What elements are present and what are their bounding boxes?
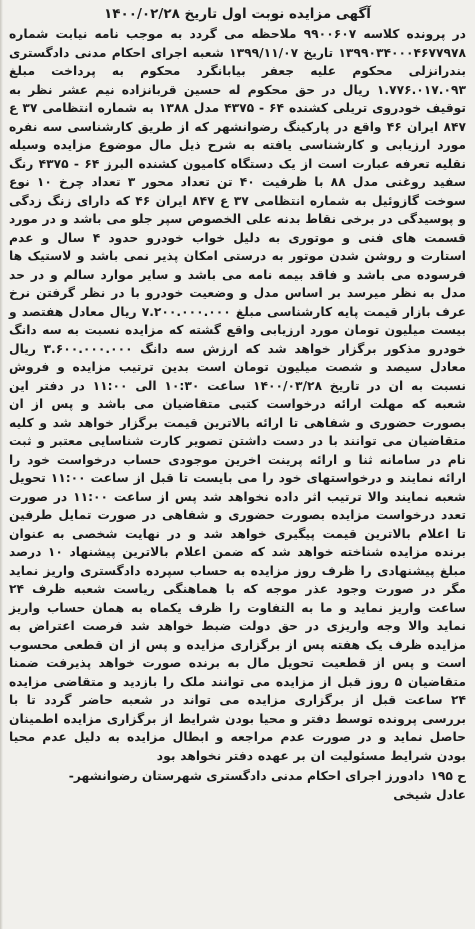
footer-issuer: دادورز اجرای احکام مدنی دادگستری شهرستان رضوانشهر-	[68, 769, 425, 783]
signer-name: عادل شیخی	[393, 787, 466, 802]
notice-body: در پرونده کلاسه ۹۹۰۰۶۰۷ ملاحظه می گردد به موجب نامه نیابت شماره ۱۳۹۹۰۳۴۰۰۰۴۶۷۷۹۷۸ تاریخ ۱۳۹۹/۱۱/۰۷ شعبه اجرای احکام مدنی دادگستری بندرانزلی محکوم علیه جعفر بیابانگرد محکوم به پرداخت مبلغ ۱.۷۷۶.۰۱۷.۰۹۳ ریال در حق محکوم له حسین قربانزاده نیم عشر نظر به توقیف خودروی تریلی کشنده ۶۴ - ۴۳۷۵ مدل ۱۳۸۸ به شماره انتظامی ۳۷ ع ۸۴۷ ایران ۴۶ واقع در پارکینگ رضوانشهر که از طریق کارشناسی سه نفره مورد ارزیابی و کارشناسی یافته به شرح ذیل مال موضوع مزایده وسیله نقلیه تعرفه عبارت است از یک دستگاه کامیون کشنده البرز ۶۴ - ۴۳۷۵ رنگ سفید روغنی مدل ۸۸ با ظرفیت ۴۰ تن تعداد محور ۳ تعداد چرخ ۱۰ نوع سوخت گازوئیل به شماره انتظامی ۳۷ ع ۸۴۷ ایران ۴۶ که دارای زنگ زدگی و پوسیدگی در برخی نقاط بدنه علی الخصوص سپر جلو می باشد و در مورد قسمت های فنی و موتوری به دلیل خواب خودرو حدود ۴ سال و عدم استارت و روشن شدن موتور به درستی امکان پذیر نمی باشد و لاستیک ها فرسوده می باشد و فاقد بیمه نامه می باشد و سایر موارد سالم و در حد مدل به نظر میرسد بر اساس مدل و وضعیت خودرو با در نظر گرفتن نرخ عرف بازار قیمت پایه کارشناسی مبلغ ۷.۲۰۰.۰۰۰.۰۰۰ ریال معادل هفتصد و بیست میلیون تومان مورد ارزیابی واقع گشته که مزایده نسبت به سه دانگ خودرو مذکور برگزار خواهد شد که ارزش سه دانگ ۳.۶۰۰.۰۰۰.۰۰۰ ریال معادل سیصد و شصت میلیون تومان است بدین ترتیب مزایده و فروش نسبت به ان در تاریخ ۱۴۰۰/۰۳/۲۸ ساعت ۱۰:۳۰ الی ۱۱:۰۰ در دفتر این شعبه که مهلت ارائه درخواست کتبی متقاضیان می باشد و پس از ان بصورت حضوری و شفاهی تا ارائه بالاترین قیمت برگزار خواهد شد و کلیه متقاضیان می توانند با در دست داشتن تصویر کارت شناسایی معتبر و ثبت نام در سامانه ثنا و ارائه پرینت اخرین موجودی حساب درخواست خود را ارائه نمایند و درخواستهای خود را می بایست تا قبل از ساعت ۱۱:۰۰ تحویل شعبه نمایند والا ترتیب اثر داده نخواهد شد پس از ساعت ۱۱:۰۰ در صورت تعدد درخواست مزایده بصورت حضوری و شفاهی در صورت تمایل طرفین تا اعلام بالاترین قیمت پیگیری خواهد شد و در نهایت شخصی به عنوان برنده مزایده شناخته خواهد شد که ضمن اعلام بالاترین پیشنهاد ۱۰ درصد مبلغ پیشنهادی را ظرف روز مزایده به حساب سپرده دادگستری واریز نماید مگر در صورت وجود عذر موجه که با هماهنگی ریاست شعبه ظرف ۲۴ ساعت واریز نماید و ما به التفاوت را ظرف یکماه به همان حساب واریز نماید والا وجه واریزی در حق دولت ضبط خواهد شد فرصت اعتراض به مزایده ظرف یک هفته پس از برگزاری مزایده و پس از ان قطعی محسوب است و پس از قطعیت تحویل مال به برنده صورت خواهد پذیرفت ضمنا متقاضیان ۵ روز قبل از مزایده می توانند ملک را بازدید و متقاضی مزایده ۲۴ ساعت قبل از برگزاری مزایده می تواند در شعبه حاضر گردد تا با بررسی پرونده توسط دفتر و محیا بودن شرایط از برگزاری مزایده اطمینان حاصل نماید و در صورت عدم مراجعه و ابطال مزایده به دلیل عدم محیا بودن شرایط مسئولیت ان بر عهده دفتر نخواهد بود	[9, 27, 467, 763]
notice-footer	[9, 767, 466, 804]
footer-code: ح ۱۹۵	[430, 769, 466, 783]
notice-title: آگهی مزایده نوبت اول تاریخ ۱۴۰۰/۰۲/۲۸	[104, 6, 371, 22]
page-edge-shadow	[0, 0, 3, 929]
footer-line	[9, 767, 466, 786]
